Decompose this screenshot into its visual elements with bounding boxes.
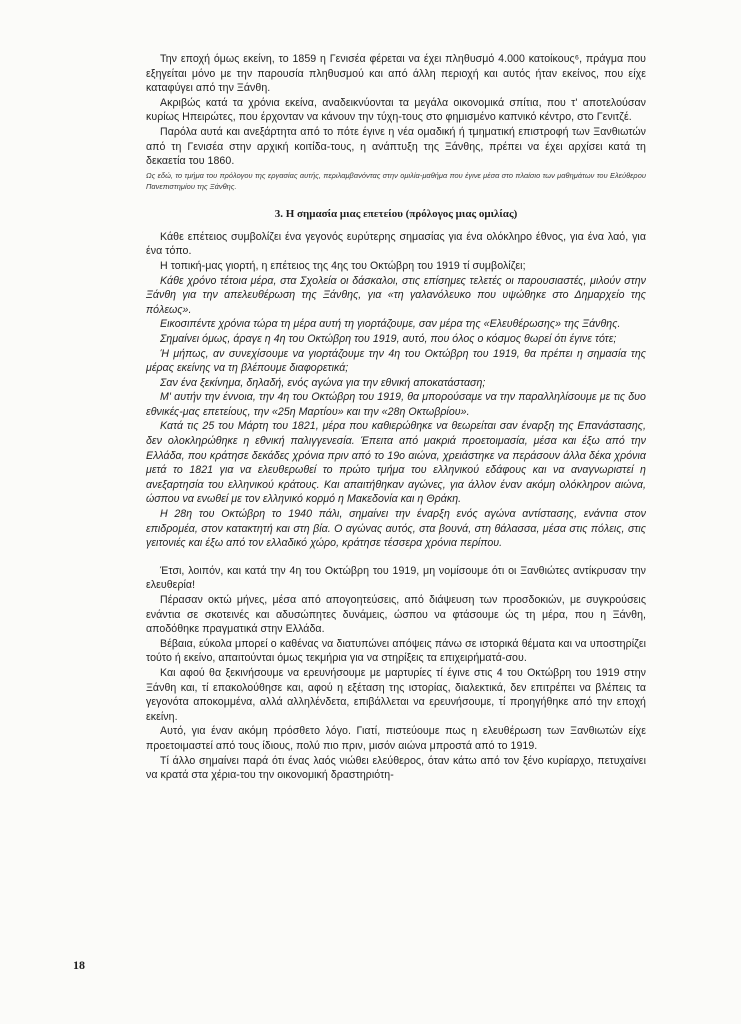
page-body — [146, 52, 646, 783]
quoted-paragraph: Κατά τις 25 του Μάρτη του 1821, μέρα που καθιερώθηκε να θεωρείται σαν έναρξη της Επανάστασης, δεν ολοκληρώθηκε η εθνική παλιγγενεσία. Έπειτα από μακριά προετοιμασία, μέσα και έξω από την Ελλάδα, που κράτησε δεκάδες χρόνια πριν από το 19ο αιώνα, χρειάστηκε να περάσουν άλλα δέκα χρόνια μετά το 1821 για να ελευθερωθεί το πρώτο τμήμα του ελληνικού εδάφους και να αναγνωριστεί η ανεξαρτησία του ελληνικού κράτους. Και απαιτήθηκαν αγώνες, για άλλον έναν ακόμη ολόκληρον αιώνα, ώσπου να ενωθεί με τον ελληνικό κορμό η Μακεδονία και η Θράκη. — [146, 420, 646, 506]
quoted-paragraph: Κάθε χρόνο τέτοια μέρα, στα Σχολεία οι δάσκαλοι, στις επίσημες τελετές οι παρουσιαστές, μιλούν στην Ξάνθη για την απελευθέρωση της Ξάνθης, για «τη γαλανόλευκο που υψώθηκε στο Δημαρχείο της πόλεως». — [146, 274, 646, 316]
paragraph: Έτσι, λοιπόν, και κατά την 4η του Οκτώβρη του 1919, μη νομίσουμε ότι οι Ξανθιώτες αντίκρυσαν την ελευθερία! — [146, 564, 646, 592]
quoted-paragraph: Εικοσιπέντε χρόνια τώρα τη μέρα αυτή τη γιορτάζουμε, σαν μέρα της «Ελευθέρωσης» της Ξάνθης. — [160, 318, 621, 331]
paragraph: Και αφού θα ξεκινήσουμε να ερευνήσουμε με μαρτυρίες τί έγινε στις 4 του Οκτώβρη του 1919 στην Ξάνθη και, τί επακολούθησε και, αφού η εξέταση της ιστορίας, διαλεκτικά, δεν επιτρέπει να βλέπεις τα γεγονότα αποκομμένα, αλλά αλληλένδετα, επιβάλλεται να ερευνήσουμε, τί προηγήθηκε από την εποχή εκείνη. — [146, 666, 646, 723]
footnote: Ως εδώ, το τμήμα του πρόλογου της εργασίας αυτής, περιλαμβανόντας στην ομιλία-μαθήμα που έγινε μέσα στο πλαίσιο των μαθημάτων του Ελεύθερου Πανεπιστημίου της Ξάνθης. — [146, 170, 646, 191]
quoted-paragraph: Σημαίνει όμως, άραγε η 4η του Οκτώβρη του 1919, αυτό, που όλος ο κόσμος θωρεί ότι έγινε τότε; — [160, 332, 617, 345]
paragraph: Η τοπική-μας γιορτή, η επέτειος της 4ης του Οκτώβρη του 1919 τί συμβολίζει; — [160, 259, 526, 272]
paragraph: Πέρασαν οκτώ μήνες, μέσα από απογοητεύσεις, από διάψευση των προσδοκιών, με συγκρούσεις ενάντια σε σκοτεινές και αδυσώπητες δυνάμεις, ώσπου να φτάσουμε ώς τη μέρα, που η Ξάνθη, αποδόθηκε πραγματικά στην Ελλάδα. — [146, 594, 646, 636]
paragraph: Αυτό, για έναν ακόμη πρόσθετο λόγο. Γιατί, πιστεύουμε πως η ελευθέρωση των Ξανθιωτών είχε προετοιμαστεί από τους ίδιους, πολύ πιο πριν, μισόν αιώνα μπροστά από το 1919. — [146, 725, 646, 752]
paragraph-gap — [146, 551, 646, 564]
quoted-paragraph: Ή μήπως, αν συνεχίσουμε να γιορτάζουμε την 4η του Οκτώβρη του 1919, θα πρέπει η σημασία της μέρας εκείνης να τη βλέπουμε διαφορετικά; — [146, 347, 646, 375]
quoted-paragraph: Μ' αυτήν την έννοια, την 4η του Οκτώβρη του 1919, θα μπορούσαμε να την παραλληλίσουμε με τις δυο εθνικές-μας επετείους, την «25η Μαρτίου» και την «28η Οκτωβρίου». — [146, 391, 646, 418]
paragraph: Τί άλλο σημαίνει παρά ότι ένας λαός νιώθει ελεύθερος, όταν κάτω από τον ξένο κυρίαρχο, πετυχαίνει να κρατά στα χέρια-του την οικονομική δραστηριότη- — [146, 754, 646, 782]
paragraph: Βέβαια, εύκολα μπορεί ο καθένας να διατυπώνει απόψεις πάνω σε ιστορικά θέματα και να υποστηρίζει τούτο ή εκείνο, απαιτούνται όμως τεκμήρια για να στηρίξεις τα επιχειρήματά-σου. — [146, 637, 646, 665]
quoted-paragraph: Σαν ένα ξεκίνημα, δηλαδή, ενός αγώνα για την εθνική αποκατάσταση; — [160, 376, 486, 389]
page-number: 18 — [73, 958, 85, 972]
paragraph: Κάθε επέτειος συμβολίζει ένα γεγονός ευρύτερης σημασίας για ένα ολόκληρο έθνος, για ένα λαό, για ένα τόπο. — [146, 230, 646, 258]
section-title: 3. Η σημασία μιας επετείου (πρόλογος μιας ομιλίας) — [274, 207, 518, 220]
paragraph: Ακριβώς κατά τα χρόνια εκείνα, αναδεικνύονται τα μεγάλα οικονομικά σπίτια, που τ' αποτελούσαν κυρίως Ηπειρώτες, που έρχονταν να κάνουν την τύχη-τους στο φημισμένο καπνικό κέντρο, στο Γενιτζέ. — [146, 96, 646, 124]
quoted-paragraph: Η 28η του Οκτώβρη το 1940 πάλι, σημαίνει την έναρξη ενός αγώνα αντίστασης, ενάντια στον επιδρομέα, στον κατακτητή και στη βία. Ο αγώνας αυτός, στα βουνά, στη θάλασσα, μέσα στις πόλεις, στις γειτονιές και έξω από τον ελλαδικό χώρο, κράτησε τέσσερα χρόνια περίπου. — [146, 508, 646, 550]
paragraph: Την εποχή όμως εκείνη, το 1859 η Γενισέα φέρεται να έχει πληθυσμό 4.000 κατοίκους⁶, πράγμα που εξηγείται μόνο με την παρουσία πληθυσμού και από άλλη περιοχή και αυτός ήταν εκείνος, που είχε καταφύγει από την Ξάνθη. — [146, 53, 646, 95]
paragraph: Παρόλα αυτά και ανεξάρτητα από το πότε έγινε η νέα ομαδική ή τμηματική επιστροφή των Ξανθιωτών από τη Γενισέα στην αρχική κοιτίδα-τους, η ανάπτυξη της Ξάνθης, πρέπει να έχει αρχίσει κατά τη δεκαετία του 1860. — [146, 125, 646, 168]
